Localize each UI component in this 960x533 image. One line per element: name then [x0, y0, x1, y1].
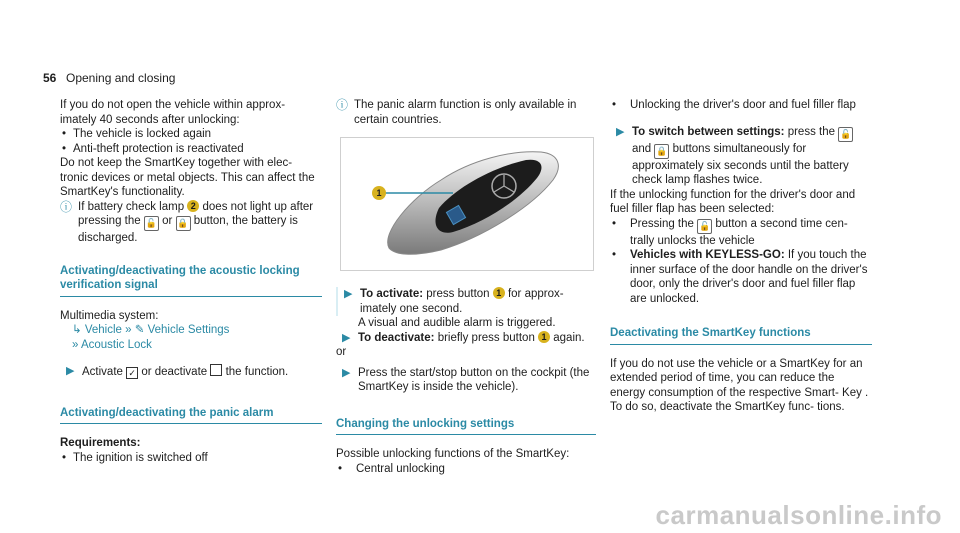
step-arrow-icon: ▶: [344, 288, 353, 300]
step-text: for approx- imately one second.: [360, 288, 564, 315]
menu-path: [60, 323, 322, 338]
step-text: press button: [426, 288, 490, 300]
smartkey-icon: [341, 138, 593, 270]
step-label: To switch between settings:: [632, 125, 785, 138]
list-item: • Anti-theft protection is reactivated: [60, 142, 322, 157]
callout-badge: 1: [538, 331, 550, 343]
step-text: press the: [787, 125, 836, 138]
note-text: does not light up after pressing the: [78, 200, 314, 227]
note-text: button, the battery is discharged.: [78, 215, 298, 244]
step-arrow-icon: ▶: [616, 125, 625, 138]
menu-vehicle-settings[interactable]: Vehicle Settings: [147, 324, 230, 336]
alarm-text: A visual and audible alarm is triggered.: [358, 317, 556, 329]
step-arrow-icon: ▶: [342, 331, 351, 344]
unlock-icon: 🔓: [838, 127, 853, 142]
possible-text: Possible unlocking functions of the SmartKey:: [336, 448, 570, 460]
list-item: • Central unlocking: [336, 462, 596, 477]
deactivate-heading: Deactivating the SmartKey functions: [610, 326, 872, 345]
callout-badge: 1: [493, 287, 505, 299]
activate-step: [60, 364, 322, 380]
lock-icon: 🔒: [654, 144, 669, 159]
column-2: [336, 98, 596, 476]
unlocking-heading: Changing the unlocking settings: [336, 417, 596, 436]
step-text: buttons simultaneously for approximately six seconds until the battery check lamp flashes twice.: [632, 142, 849, 186]
page-number: 56: [43, 71, 57, 85]
list-item: • Unlocking the driver's door and fuel filler flap: [610, 98, 872, 113]
list-item: • The vehicle is locked again: [60, 127, 322, 142]
step-text: again.: [553, 331, 585, 344]
info-icon: ⓘ: [60, 199, 73, 214]
panic-note: [336, 98, 596, 127]
step-text: the function.: [225, 366, 289, 378]
checkbox-checked-icon[interactable]: ✓: [126, 367, 138, 379]
step-arrow-icon: ▶: [66, 365, 75, 377]
unlock-icon: 🔓: [697, 219, 712, 234]
deactivate-text: If you do not use the vehicle or a SmartKey for an extended period of time, you can reduce the energy consumption of the respective Smart- Key . To do so, deactivate the SmartKey func- tions.: [610, 357, 869, 413]
column-1: [60, 98, 322, 465]
info-icon: ⓘ: [336, 98, 349, 112]
step-text: briefly press button: [437, 331, 535, 344]
note-text: The panic alarm function is only available in certain countries.: [354, 99, 577, 126]
step-text: Activate: [82, 366, 123, 378]
list-item: [610, 217, 872, 249]
startstop-step: [336, 366, 596, 395]
step-label: To deactivate:: [358, 331, 435, 344]
car-settings-icon: ✎: [134, 324, 145, 336]
column-3: [610, 98, 872, 415]
step-text: and: [632, 142, 652, 155]
menu-arrow-icon: »: [72, 338, 79, 351]
menu-vehicle[interactable]: Vehicle: [84, 324, 122, 336]
keyless-text: If you touch the inner surface of the door handle on the driver's door, only the driver's door and fuel filler flap are unlocked.: [630, 249, 868, 305]
step-text: Pressing the: [630, 217, 694, 230]
step-label: To activate:: [360, 288, 424, 300]
requirements-label: Requirements:: [60, 437, 141, 449]
smartkey-warning-text: Do not keep the SmartKey together with elec- tronic devices or metal objects. This can affect the SmartKey's functionality.: [60, 157, 315, 198]
menu-arrow-icon: »: [125, 324, 132, 336]
menu-label: Multimedia system:: [60, 309, 159, 322]
list-item: [610, 248, 872, 306]
menu-acoustic-lock[interactable]: Acoustic Lock: [80, 338, 152, 351]
image-callout-badge: 1: [376, 188, 382, 198]
checkbox-empty-icon[interactable]: [210, 364, 222, 376]
smartkey-image: [340, 137, 594, 271]
if-text: If the unlocking function for the driver's door and fuel filler flap has been selected:: [610, 188, 856, 215]
note-text: or: [162, 215, 173, 227]
unlock-icon: 🔓: [144, 216, 159, 231]
or-text: or: [336, 346, 347, 358]
section-title: Opening and closing: [66, 71, 176, 85]
list-item: • The ignition is switched off: [60, 451, 322, 466]
step-arrow-icon: ▶: [342, 366, 351, 379]
lock-icon: 🔒: [176, 216, 191, 231]
intro-text: If you do not open the vehicle within approx- imately 40 seconds after unlocking:: [60, 99, 286, 126]
acoustic-heading: Activating/deactivating the acoustic locking verification signal: [60, 264, 322, 297]
note-text: If battery check lamp: [78, 200, 185, 213]
switch-step: [610, 125, 872, 188]
step-text: button a second time cen- trally unlocks the vehicle: [630, 217, 848, 247]
callout-badge: 2: [187, 200, 199, 212]
menu-enter-icon: ↳: [72, 324, 82, 336]
battery-note: [60, 200, 322, 246]
activate-step: [336, 287, 596, 316]
step-text: Press the start/stop button on the cockpit (the SmartKey is inside the vehicle).: [358, 366, 590, 393]
deactivate-step: [336, 331, 596, 346]
step-text: or deactivate: [141, 366, 208, 378]
menu-path-2: [60, 338, 322, 353]
keyless-label: Vehicles with KEYLESS-GO:: [630, 249, 785, 261]
panic-heading: Activating/deactivating the panic alarm: [60, 406, 322, 425]
watermark: carmanualsonline.info: [655, 500, 942, 530]
